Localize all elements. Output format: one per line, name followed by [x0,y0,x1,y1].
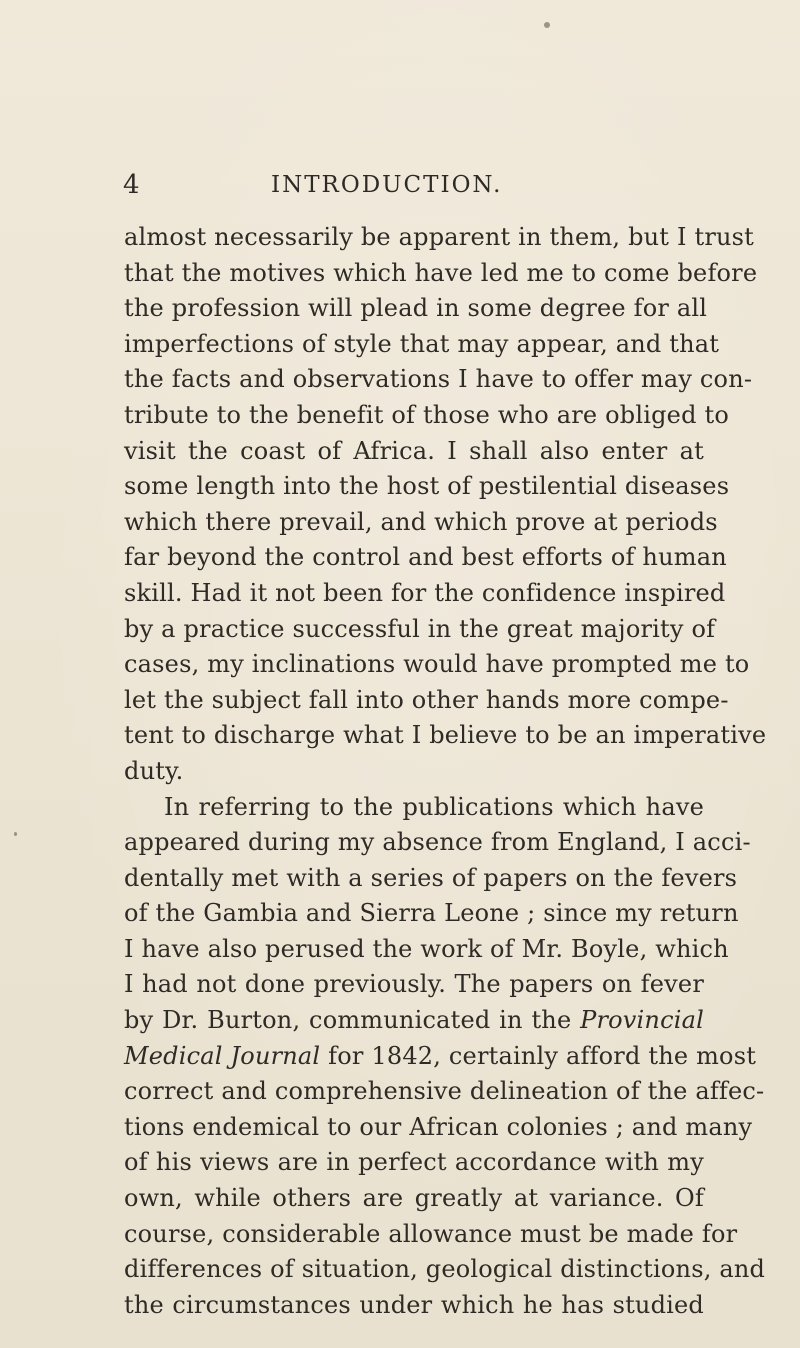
paper-speck [544,22,550,28]
text-line: imperfections of style that may appear, and that [124,329,720,358]
text-line: I have also perused the work of Mr. Boyle, which [124,934,729,963]
page-header [123,170,703,206]
text-line: I had not done previously. The papers on fever [124,970,704,999]
text-line: tions endemical to our African colonies ; and many [124,1112,753,1141]
text-line: far beyond the control and best efforts of human [124,543,727,572]
text-line: In referring to the publications which have [164,792,704,821]
text-line: visit the coast of Africa. I shall also enter at [124,436,704,465]
text-line [124,1003,704,1039]
text-line: that the motives which have led me to come before [124,258,758,287]
text-line: of the Gambia and Sierra Leone ; since my return [124,899,739,928]
text-line: own, while others are greatly at variance. Of [124,1184,704,1213]
text-run: by Dr. Burton, communicated in the [124,1006,581,1035]
text-line: almost necessarily be apparent in them, but I trust [124,223,755,251]
text-line: the facts and observations I have to offer may con- [124,365,753,394]
text-line: cases, my inclinations would have prompted me to [124,650,750,679]
text-line: tent to discharge what I believe to be an imperative [124,721,767,750]
text-line: which there prevail, and which prove at periods [124,507,718,536]
text-line: correct and comprehensive delineation of the affec- [124,1077,765,1106]
text-line: differences of situation, geological distinctions, and [124,1255,766,1284]
text-line: by a practice successful in the great majority of [124,614,716,643]
journal-title-italic: Provincial [580,1006,704,1035]
text-line: tribute to the benefit of those who are obliged to [124,400,729,429]
text-line: duty. [124,756,184,785]
text-line: let the subject fall into other hands more compe- [124,685,729,714]
text-line: skill. Had it not been for the confidence inspired [124,578,726,607]
text-line: some length into the host of pestilential diseases [124,472,730,501]
running-title: INTRODUCTION. [271,172,503,198]
text-line: of his views are in perfect accordance with my [124,1148,704,1177]
text-line [124,1039,757,1075]
page-number: 4 [123,170,141,200]
body-text [124,220,767,1323]
paper-speck [14,832,17,836]
text-line: course, considerable allowance must be made for [124,1219,738,1248]
text-line: the profession will plead in some degree for all [124,294,708,323]
text-line: appeared during my absence from England, I acci- [124,828,751,857]
text-line: the circumstances under which he has studied [124,1290,704,1319]
text-line: dentally met with a series of papers on the fevers [124,863,738,892]
journal-title-italic: Medical Journal [124,1041,321,1070]
text-run: for 1842, certainly afford the most [320,1041,757,1070]
